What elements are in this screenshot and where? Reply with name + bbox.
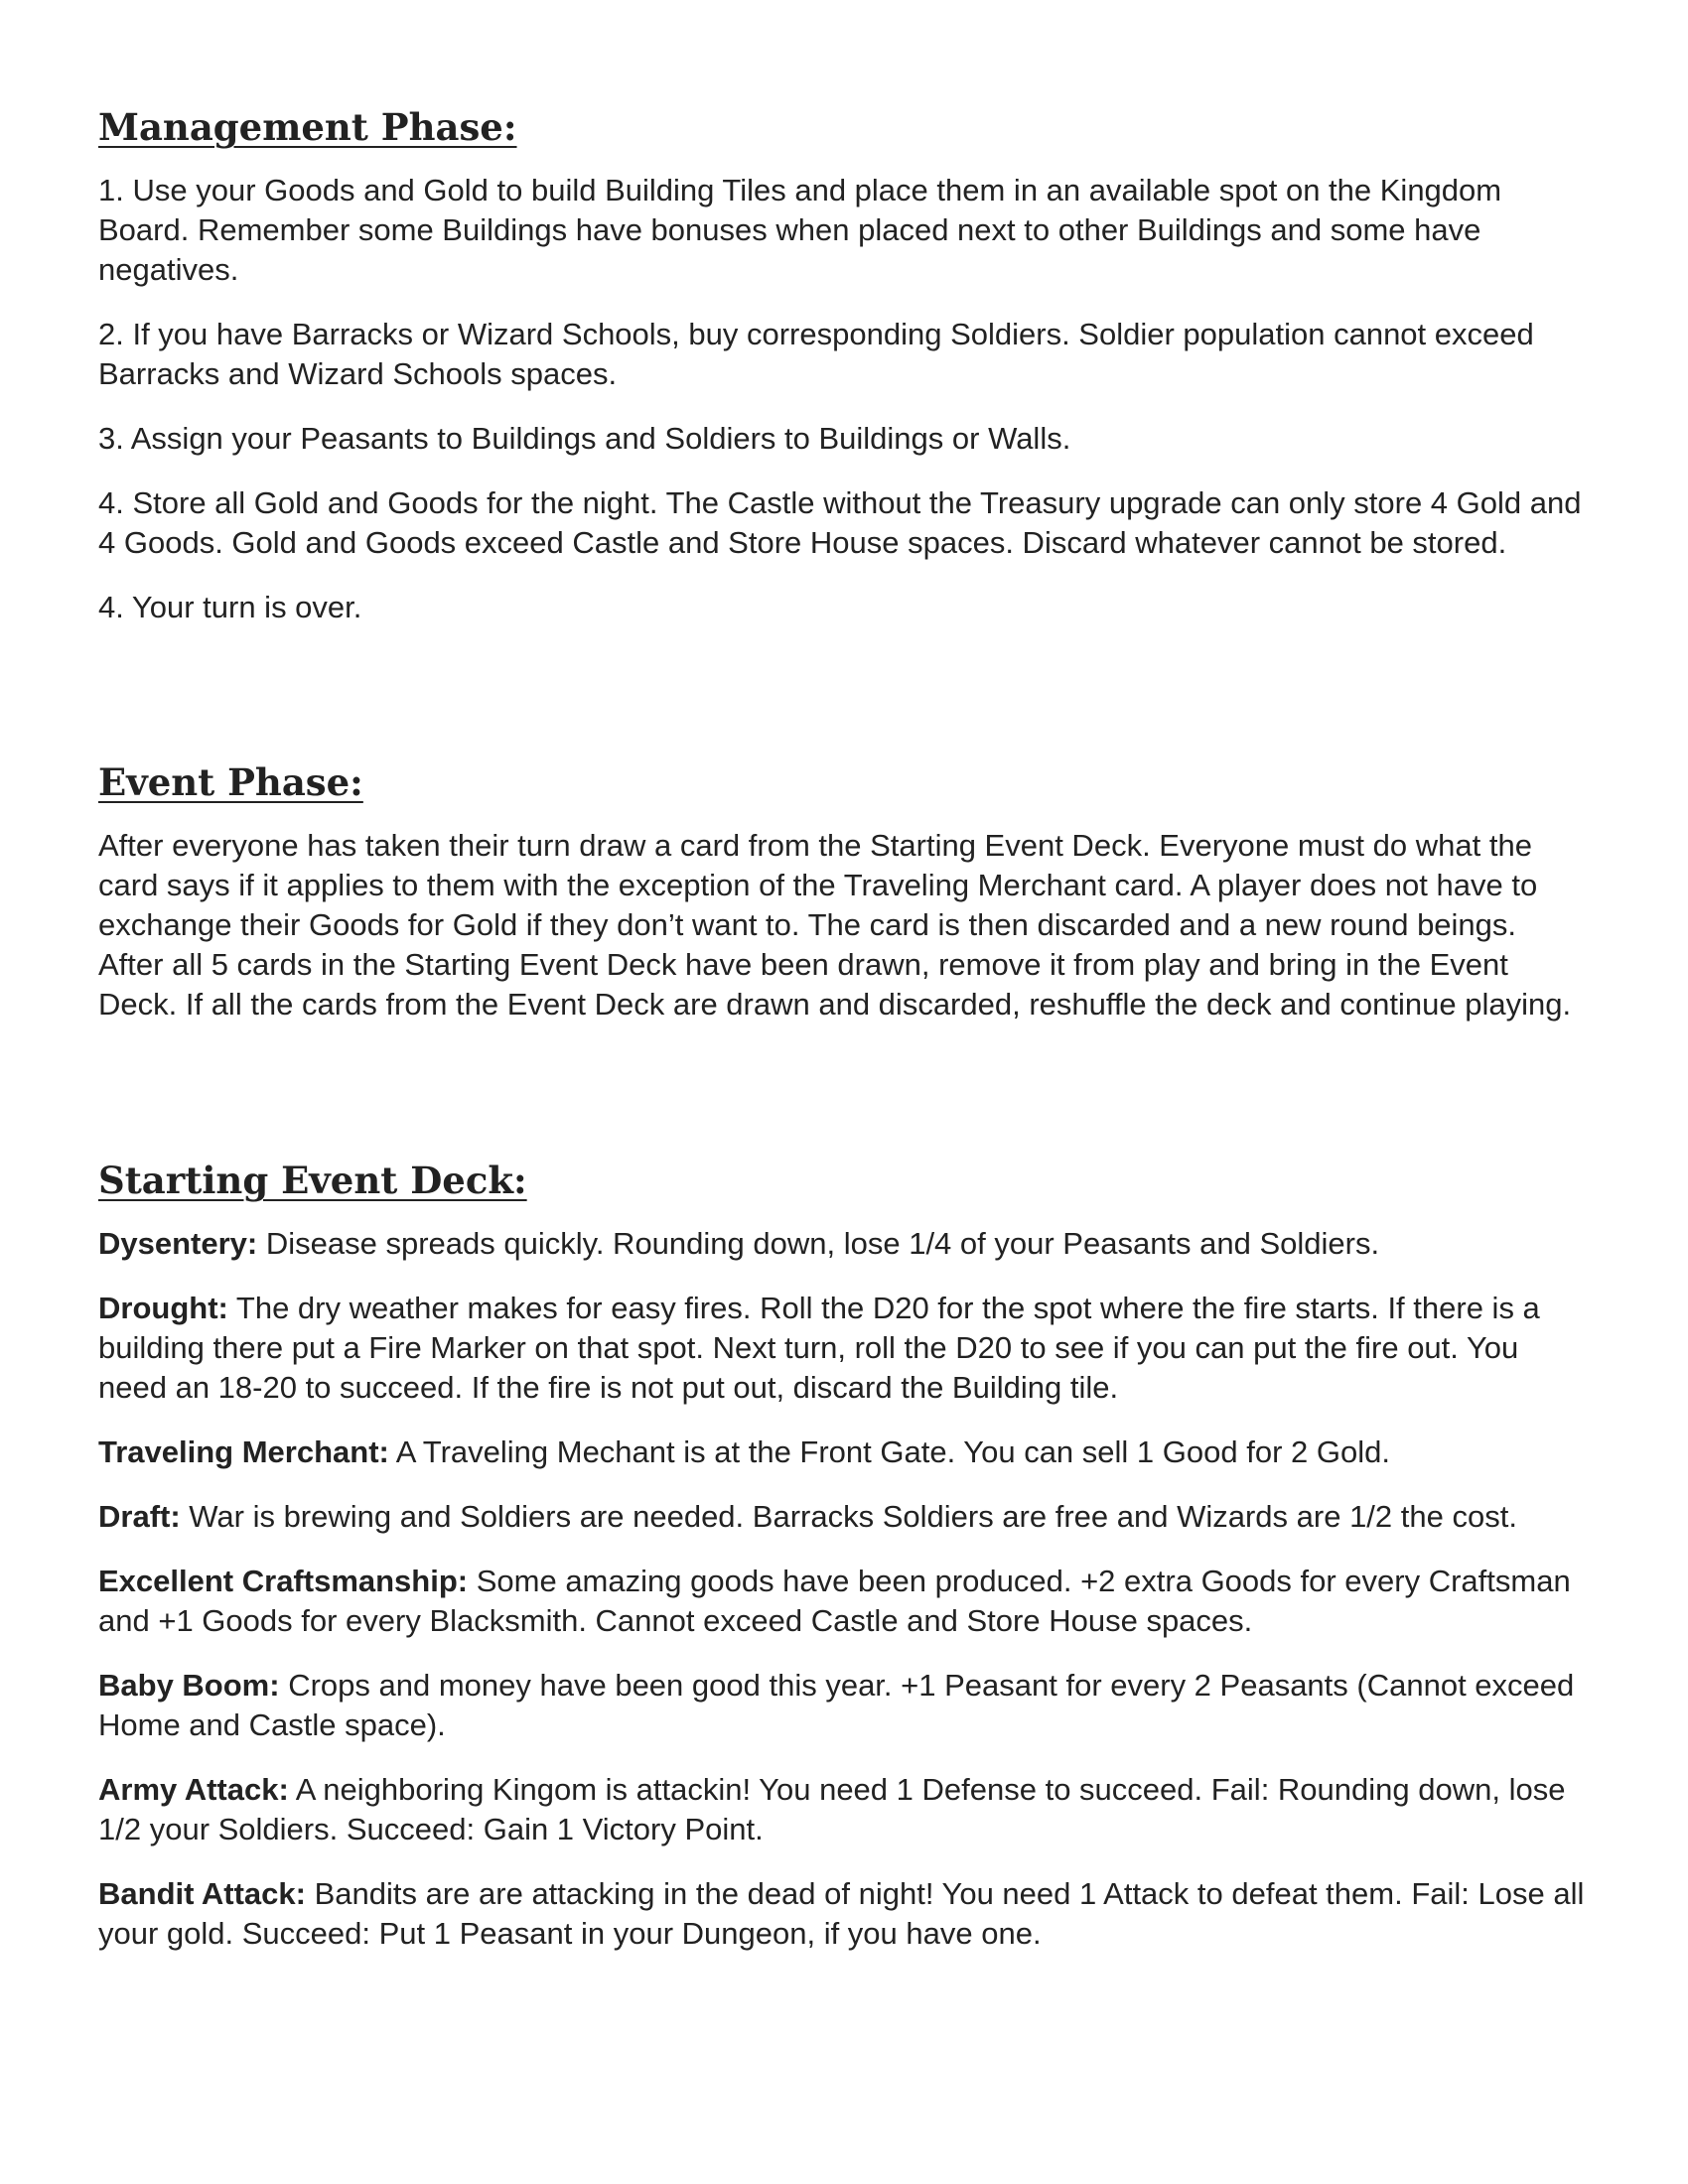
management-item-5: 4. Your turn is over. [98,590,362,624]
card-name: Bandit Attack: [98,1876,306,1911]
deck-heading: Starting Event Deck: [98,1159,527,1202]
card-excellent-craftsmanship [98,1562,1588,1641]
card-text: A neighboring Kingom is attackin! You need 1 Defense to succeed. Fail: Rounding down, lose 1/2 your Soldiers. Succeed: Gain 1 Victory Point. [98,1772,1566,1846]
event-section [98,759,1588,1049]
card-text: Some amazing goods have been produced. +2 extra Goods for every Craftsman and +1 Goods for every Blacksmith. Cannot exceed Castle and Store House spaces. [98,1564,1571,1638]
card-text: The dry weather makes for easy fires. Roll the D20 for the spot where the fire starts. If there is a building there put a Fire Marker on that spot. Next turn, roll the D20 to see if you can put the fire out. You need an 18-20 to succeed. If the fire is not put out, discard the Building tile. [98,1291,1540,1405]
card-army-attack [98,1770,1588,1849]
card-text: A Traveling Mechant is at the Front Gate. You can sell 1 Good for 2 Gold. [388,1434,1390,1469]
card-dysentery [98,1224,1588,1264]
card-traveling-merchant [98,1433,1588,1472]
event-heading: Event Phase: [98,760,363,804]
card-name: Drought: [98,1291,228,1325]
card-draft [98,1497,1588,1537]
card-text: War is brewing and Soldiers are needed. Barracks Soldiers are free and Wizards are 1/2 the cost. [180,1499,1517,1534]
management-item-3: 3. Assign your Peasants to Buildings and Soldiers to Buildings or Walls. [98,421,1071,456]
card-text: Bandits are are attacking in the dead of night! You need 1 Attack to defeat them. Fail: Lose all your gold. Succeed: Put 1 Peasant in your Dungeon, if you have one. [98,1876,1585,1951]
management-section [98,104,1588,652]
deck-section [98,1158,1588,1979]
card-bandit-attack [98,1874,1588,1954]
card-baby-boom [98,1666,1588,1745]
management-heading: Management Phase: [98,105,517,149]
management-item-4: 4. Store all Gold and Goods for the night. The Castle without the Treasury upgrade can only store 4 Gold and 4 Goods. Gold and Goods exceed Castle and Store House spaces. Discard whatever cannot be stored. [98,485,1582,560]
card-name: Excellent Craftsmanship: [98,1564,469,1598]
event-paragraph: After everyone has taken their turn draw a card from the Starting Event Deck. Everyone must do what the card says if it applies to them with the exception of the Traveling Merchant card. A player does not have to exchange their Goods for Gold if they don’t want to. The card is then discarded and a new round beings. After all 5 cards in the Starting Event Deck have been drawn, remove it from play and bring in the Event Deck. If all the cards from the Event Deck are drawn and discarded, reshuffle the deck and continue playing. [98,828,1572,1022]
card-text: Crops and money have been good this year. +1 Peasant for every 2 Peasants (Cannot exceed Home and Castle space). [98,1668,1575,1742]
management-item-1: 1. Use your Goods and Gold to build Building Tiles and place them in an available spot on the Kingdom Board. Remember some Buildings have bonuses when placed next to other Buildings and some have negatives. [98,173,1502,287]
card-name: Army Attack: [98,1772,289,1807]
card-drought [98,1289,1588,1408]
card-name: Traveling Merchant: [98,1434,389,1469]
card-name: Dysentery: [98,1226,258,1261]
card-name: Baby Boom: [98,1668,280,1703]
management-item-2: 2. If you have Barracks or Wizard Schools, buy corresponding Soldiers. Soldier population cannot exceed Barracks and Wizard Schools spaces. [98,317,1534,391]
card-text: Disease spreads quickly. Rounding down, lose 1/4 of your Peasants and Soldiers. [257,1226,1380,1261]
card-name: Draft: [98,1499,181,1534]
